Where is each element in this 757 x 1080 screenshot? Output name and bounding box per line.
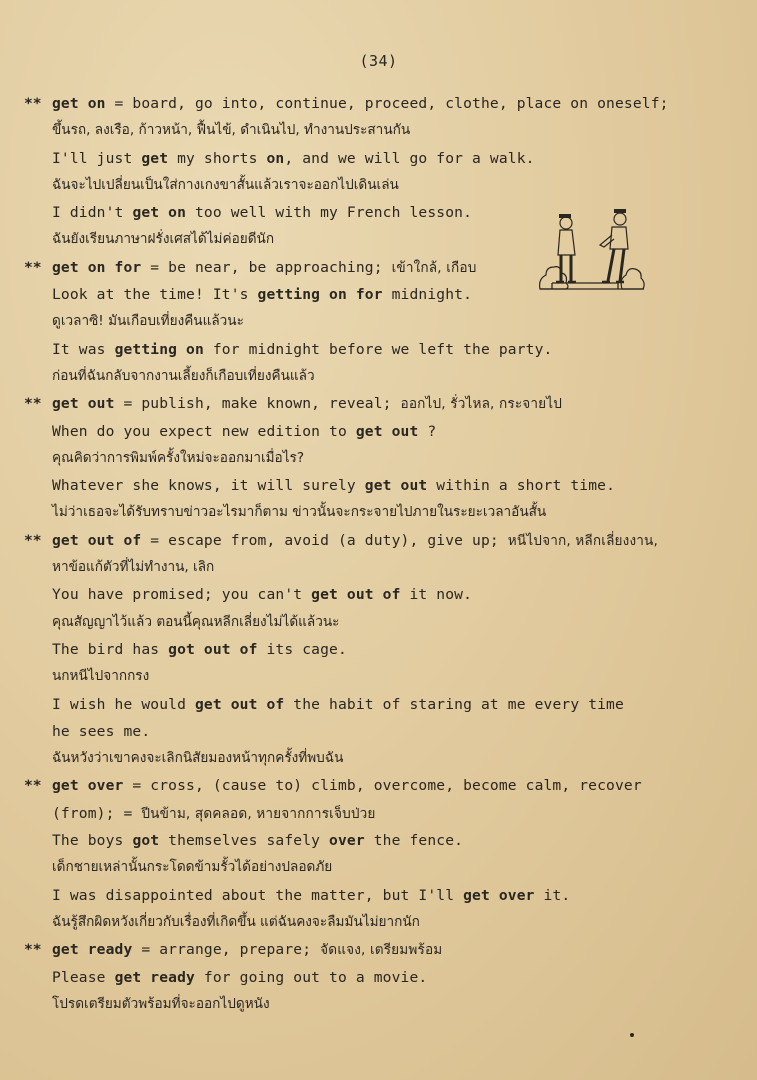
line-text — [52, 336, 552, 363]
thai-translation-line — [0, 554, 757, 581]
text-segment: = cross, (cause to) climb, overcome, become calm, recover — [123, 777, 642, 795]
line-text — [52, 827, 463, 854]
thai-translation-line — [0, 445, 757, 472]
text-segment: You have promised; you can't — [52, 586, 312, 604]
phrasal-verb-keyword: get on — [52, 95, 106, 112]
text-segment: ฉันรู้สึกผิดหวังเกี่ยวกับเรื่องที่เกิดขึ้น แต่ฉันคงจะลืมมันไม่ยากนัก — [52, 913, 420, 930]
phrasal-verb-keyword: on — [266, 149, 285, 167]
phrasal-verb-keyword: get ready — [52, 941, 133, 959]
line-text — [52, 281, 472, 308]
entry-headword-line — [0, 390, 757, 417]
example-sentence-line — [0, 472, 757, 499]
thai-translation-line — [0, 854, 757, 881]
thai-translation-line — [0, 308, 757, 335]
text-segment: my shorts — [168, 149, 267, 167]
thai-gloss: เข้าใกล้, เกือบ — [391, 259, 477, 276]
text-segment: I wish he would — [52, 695, 195, 713]
line-text — [52, 172, 399, 199]
phrasal-verb-keyword: get ready — [114, 968, 195, 986]
phrasal-verb-keyword: get on — [132, 204, 187, 222]
text-segment: its cage. — [257, 640, 347, 658]
text-segment: The boys — [52, 832, 133, 850]
text-segment: = be near, be approaching; — [141, 258, 392, 276]
thai-translation-line — [0, 663, 757, 690]
text-segment: I didn't — [52, 204, 133, 222]
example-sentence-line — [0, 418, 757, 445]
text-segment: the fence. — [364, 832, 464, 850]
text-segment: it now. — [400, 586, 473, 604]
entry-headword-line — [0, 772, 757, 799]
example-sentence-line — [0, 145, 757, 172]
phrasal-verb-keyword: got out of — [168, 640, 258, 658]
example-sentence-line — [0, 636, 757, 663]
line-text — [52, 882, 570, 909]
line-text — [52, 636, 347, 663]
text-segment: คุณสัญญาไว้แล้ว ตอนนี้คุณหลีกเลี่ยงไม่ได้แล้วนะ — [52, 613, 340, 630]
two-men-talking-illustration — [538, 205, 646, 295]
entry-headword-line — [0, 527, 757, 554]
line-text — [52, 472, 615, 499]
text-segment: ฉันยังเรียนภาษาฝรั่งเศสได้ไม่ค่อยดีนัก — [52, 231, 275, 248]
phrasal-verb-keyword: get out — [355, 422, 419, 440]
line-text — [52, 745, 343, 772]
text-segment: เด็กชายเหล่านั้นกระโดดข้ามรั้วได้อย่างปลอดภัย — [52, 859, 333, 876]
phrasal-verb-keyword: get out of — [194, 695, 285, 713]
text-segment: for midnight before we left the party. — [203, 340, 553, 358]
example-sentence-line — [0, 336, 757, 363]
line-text — [52, 800, 376, 828]
ink-speck — [630, 1033, 634, 1037]
line-text — [52, 554, 214, 581]
text-segment: When do you expect new edition to — [52, 422, 356, 440]
text-segment: ฉันจะไปเปลี่ยนเป็นใส่กางเกงขาสั้นแล้วเราจะออกไปเดินเล่น — [52, 176, 399, 193]
example-sentence-line — [0, 882, 757, 909]
thai-gloss: ออกไป, รั่วไหล, กระจายไป — [400, 396, 563, 413]
text-segment: ? — [418, 422, 437, 440]
line-text — [52, 909, 420, 936]
line-text — [52, 199, 472, 226]
text-segment: Look at the time! It's — [52, 286, 258, 304]
line-text — [52, 691, 624, 718]
thai-gloss: หนีไปจาก, หลีกเลี่ยงงาน, — [507, 532, 658, 549]
phrasal-verb-keyword: get out — [364, 477, 428, 495]
phrasal-verb-keyword: get out — [52, 395, 115, 413]
text-segment: within a short time. — [427, 477, 616, 495]
line-text — [52, 499, 546, 526]
entry-headword-line — [0, 936, 757, 963]
text-segment: It was — [52, 340, 115, 358]
thai-gloss: ปีนข้าม, สุดคลอด, หายจากการเจ็บป่วย — [141, 805, 376, 822]
example-sentence-line — [0, 800, 757, 827]
text-segment: นกหนีไปจากกรง — [52, 668, 150, 685]
example-sentence-line — [0, 827, 757, 854]
text-segment: the habit of staring at me every time — [284, 695, 624, 713]
phrasal-verb-keyword: get — [141, 149, 169, 167]
text-segment: ดูเวลาซิ! มันเกือบเที่ยงคืนแล้วนะ — [52, 313, 244, 330]
thai-translation-line — [0, 363, 757, 390]
thai-translation-line — [0, 745, 757, 772]
entry-headword-line — [0, 90, 757, 117]
line-text — [52, 718, 150, 745]
phrasal-verb-keyword: get over — [463, 886, 535, 904]
thai-translation-line — [0, 909, 757, 936]
phrasal-verb-keyword: get on for — [52, 258, 142, 276]
thai-gloss: จัดแจง, เตรียมพร้อม — [320, 942, 443, 959]
text-segment: Whatever she knows, it will surely — [52, 477, 365, 495]
line-text — [52, 445, 304, 472]
text-segment: themselves safely — [159, 832, 330, 850]
thai-translation-line — [0, 117, 757, 144]
entry-marker: ** — [24, 95, 42, 112]
text-segment: I'll just — [52, 149, 142, 167]
line-text — [52, 145, 535, 172]
thai-translation-line — [0, 991, 757, 1018]
page-number: (34) — [359, 52, 398, 70]
line-text — [52, 90, 669, 117]
example-sentence-line — [0, 581, 757, 608]
phrasal-verb-keyword: getting on for — [257, 286, 383, 304]
line-text — [52, 363, 315, 390]
example-sentence-line — [0, 691, 757, 718]
example-sentence-line — [0, 718, 757, 745]
entry-marker: ** — [24, 395, 42, 413]
entry-marker: ** — [24, 777, 42, 795]
phrasal-verb-keyword: get out of — [52, 531, 142, 549]
text-segment: ก่อนที่ฉันกลับจากงานเลี้ยงก็เกือบเที่ยงคืนแล้ว — [52, 367, 315, 384]
text-segment: คุณคิดว่าการพิมพ์ครั้งใหม่จะออกมาเมื่อไร? — [52, 449, 305, 466]
phrasal-verb-keyword: getting on — [114, 340, 204, 358]
line-text — [52, 663, 149, 690]
text-segment: = escape from, avoid (a duty), give up; — [141, 531, 508, 549]
line-text — [52, 226, 274, 253]
text-segment: The bird has — [52, 640, 169, 658]
example-sentence-line — [0, 964, 757, 991]
text-segment: for going out to a movie. — [195, 968, 428, 986]
text-segment: too well with my French lesson. — [186, 204, 473, 222]
line-text — [52, 854, 332, 881]
text-segment: , and we will go for a walk. — [284, 149, 535, 167]
thai-translation-line — [0, 499, 757, 526]
phrasal-verb-keyword: get out of — [311, 586, 401, 604]
line-text — [52, 991, 270, 1018]
line-text — [52, 772, 642, 799]
text-segment: ไม่ว่าเธอจะได้รับทราบข่าวอะไรมาก็ตาม ข่าวนั้นจะกระจายไปภายในระยะเวลาอันสั้น — [52, 504, 547, 521]
text-segment: = publish, make known, reveal; — [114, 395, 401, 413]
thai-translation-line — [0, 609, 757, 636]
text-segment: = board, go into, continue, proceed, clothe, place on oneself; — [105, 95, 669, 112]
phrasal-verb-keyword: over — [329, 832, 365, 850]
entry-marker: ** — [24, 258, 42, 276]
text-segment: (from); = — [52, 804, 142, 822]
text-segment: I was disappointed about the matter, but I'll — [52, 886, 464, 904]
line-text — [52, 527, 658, 555]
phrasal-verb-keyword: got — [132, 832, 160, 850]
text-segment: it. — [534, 886, 571, 904]
line-text — [52, 609, 339, 636]
line-text — [52, 581, 472, 608]
text-segment: he sees me. — [52, 722, 151, 740]
text-segment: midnight. — [382, 286, 473, 304]
line-text — [52, 117, 410, 144]
text-segment: โปรดเตรียมตัวพร้อมที่จะออกไปดูหนัง — [52, 995, 270, 1012]
line-text — [52, 308, 244, 335]
text-segment: Please — [52, 968, 115, 986]
entry-marker: ** — [24, 531, 42, 549]
line-text — [52, 254, 476, 282]
line-text — [52, 390, 562, 418]
thai-translation-line — [0, 172, 757, 199]
text-segment: = arrange, prepare; — [132, 941, 321, 959]
text-segment: ฉันหวังว่าเขาคงจะเลิกนิสัยมองหน้าทุกครั้งที่พบฉัน — [52, 750, 344, 767]
text-segment: หาข้อแก้ตัวที่ไม่ทำงาน, เลิก — [52, 559, 215, 576]
entry-marker: ** — [24, 941, 42, 959]
phrasal-verb-keyword: get over — [52, 777, 124, 795]
text-segment: ขึ้นรถ, ลงเรือ, ก้าวหน้า, ฟื้นไข้, ดำเนินไป, ทำงานประสานกัน — [52, 122, 411, 139]
line-text — [52, 936, 442, 964]
line-text — [52, 418, 436, 445]
line-text — [52, 964, 427, 991]
